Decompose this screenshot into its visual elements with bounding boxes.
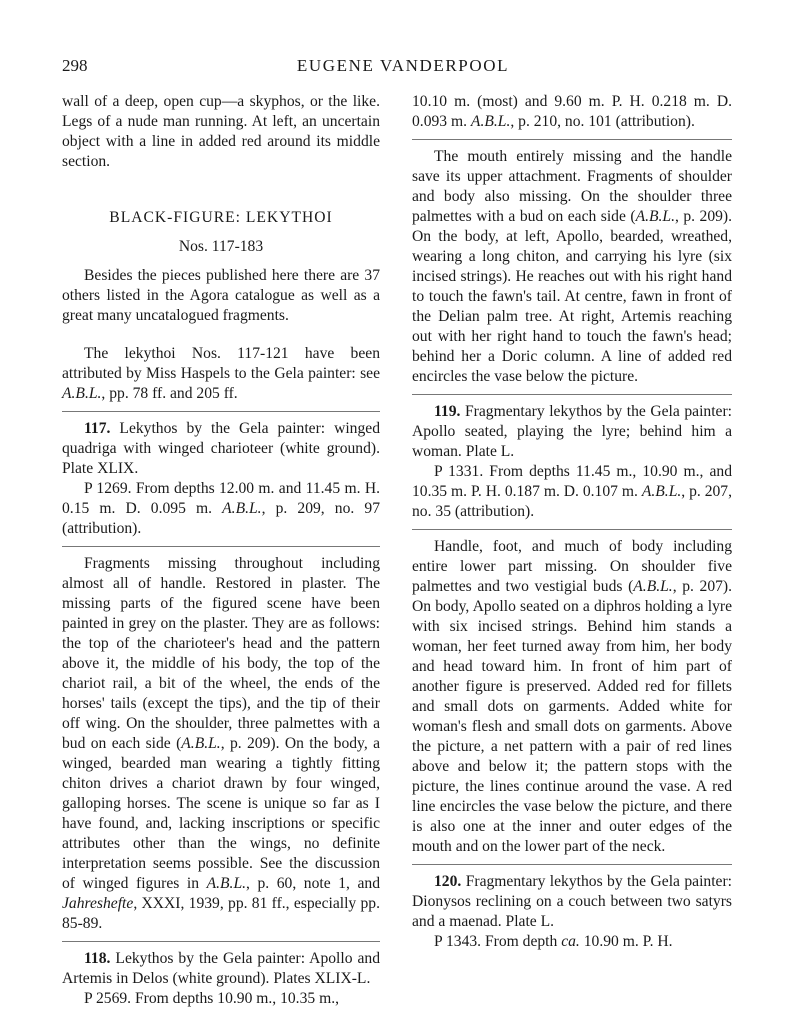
entry-118-description: The mouth entirely missing and the handle save its upper attachment. Fragments of shoulder and body also missing. On the shoulder three palmettes with a bud on each side (A.B.L., p. 209). On the body, at left, Apollo, bearded, wreathed, wearing a long chiton, and carrying his lyre (six incised strings). He reaches out with his right hand to touch the fawn's tail. At centre, fawn in front of the Delian palm tree. At right, Artemis reaching out with her right hand to touch the fawn's head; behind her a Doric column. A line of added red encircles the vase below the picture. <box>412 148 733 385</box>
divider <box>62 546 380 547</box>
entry-number: 117. <box>84 420 111 437</box>
right-column <box>412 92 732 952</box>
continued-paragraph: wall of a deep, open cup—a skyphos, or the like. Legs of a nude man running. At left, an uncertain object with a line in added red around its middle section. <box>62 93 380 170</box>
entry-118-data-start: P 2569. From depths 10.90 m., 10.35 m., <box>84 990 339 1007</box>
entry-119-data: P 1331. From depths 11.45 m., 10.90 m., and 10.35 m. P. H. 0.187 m. D. 0.107 m. A.B.L., p. 207, no. 35 (attribution). <box>412 463 732 520</box>
entry-number: 120. <box>434 873 462 890</box>
divider <box>412 864 732 865</box>
running-title: EUGENE VANDERPOOL <box>296 56 510 75</box>
attribution-paragraph: The lekythoi Nos. 117-121 have been attributed by Miss Haspels to the Gela painter: see A.B.L., pp. 78 ff. and 205 ff. <box>62 345 380 402</box>
entry-119-description: Handle, foot, and much of body including entire lower part missing. On shoulder five palmettes and two vestigial buds (A.B.L., p. 207). On body, Apollo seated on a diphros holding a lyre with six incised strings. Behind him stands a woman, her feet turned away from him, her body and head toward him. In front of him part of another figure is preserved. Added red for fillets and small dots on garments. Added white for woman's flesh and small dots on garments. Above the picture, a net pattern with a pair of red lines above and below it; the pattern stops with the picture, the lines continue around the vase. A red line encircles the vase below the picture, and there is also one at the inner and outer edges of the mouth and on the lower part of the neck. <box>412 538 733 855</box>
entry-120-data: P 1343. From depth ca. 10.90 m. P. H. <box>434 933 673 950</box>
entry-117-data: P 1269. From depths 12.00 m. and 11.45 m. H. 0.15 m. D. 0.095 m. A.B.L., p. 209, no. 97 (attribution). <box>62 480 380 537</box>
entry-117-title: 117. Lekythos by the Gela painter: winged quadriga with winged charioteer (white ground). Plate XLIX. <box>62 420 380 477</box>
page-number: 298 <box>62 56 88 75</box>
entry-number: 118. <box>84 950 111 967</box>
divider <box>412 529 732 530</box>
divider <box>62 941 380 942</box>
entry-number: 119. <box>434 403 461 420</box>
divider <box>62 411 380 412</box>
entry-118-title: 118. Lekythos by the Gela painter: Apollo and Artemis in Delos (white ground). Plates XLIX-L. <box>62 950 380 987</box>
section-numbers: Nos. 117-183 <box>178 238 264 255</box>
intro-paragraph: Besides the pieces published here there are 37 others listed in the Agora catalogue as well as a great many uncatalogued fragments. <box>62 267 380 324</box>
divider <box>412 139 732 140</box>
entry-119-title: 119. Fragmentary lekythos by the Gela painter: Apollo seated, playing the lyre; behind him a woman. Plate L. <box>412 403 732 460</box>
entry-117-description: Fragments missing throughout including almost all of handle. Restored in plaster. The missing parts of the figured scene have been painted in grey on the plaster. They are as follows: the top of the charioteer's head and the pattern above it, the middle of his body, the top of the chariot rail, a bit of the wheel, the ends of the horses' tails (except the tips), and the tip of their off wing. On the shoulder, three palmettes with a bud on each side (A.B.L., p. 209). On the body, a winged, bearded man wearing a tightly fitting chiton drives a chariot drawn by four winged, galloping horses. The scene is unique so far as I have found, and, lacking inscriptions or specific attributes other than the wings, no definite interpretation seems possible. See the discussion of winged figures in A.B.L., p. 60, note 1, and Jahreshefte, XXXI, 1939, pp. 81 ff., especially pp. 85-89. <box>62 555 381 932</box>
section-heading: BLACK-FIGURE: LEKYTHOI <box>109 209 333 226</box>
page-header <box>62 56 744 80</box>
left-column <box>62 92 380 1009</box>
entry-120-title: 120. Fragmentary lekythos by the Gela painter: Dionysos reclining on a couch between two satyrs and a maenad. Plate L. <box>412 873 732 930</box>
divider <box>412 394 732 395</box>
entry-118-data-continued: 10.10 m. (most) and 9.60 m. P. H. 0.218 m. D. 0.093 m. A.B.L., p. 210, no. 101 (attribution). <box>412 93 732 130</box>
